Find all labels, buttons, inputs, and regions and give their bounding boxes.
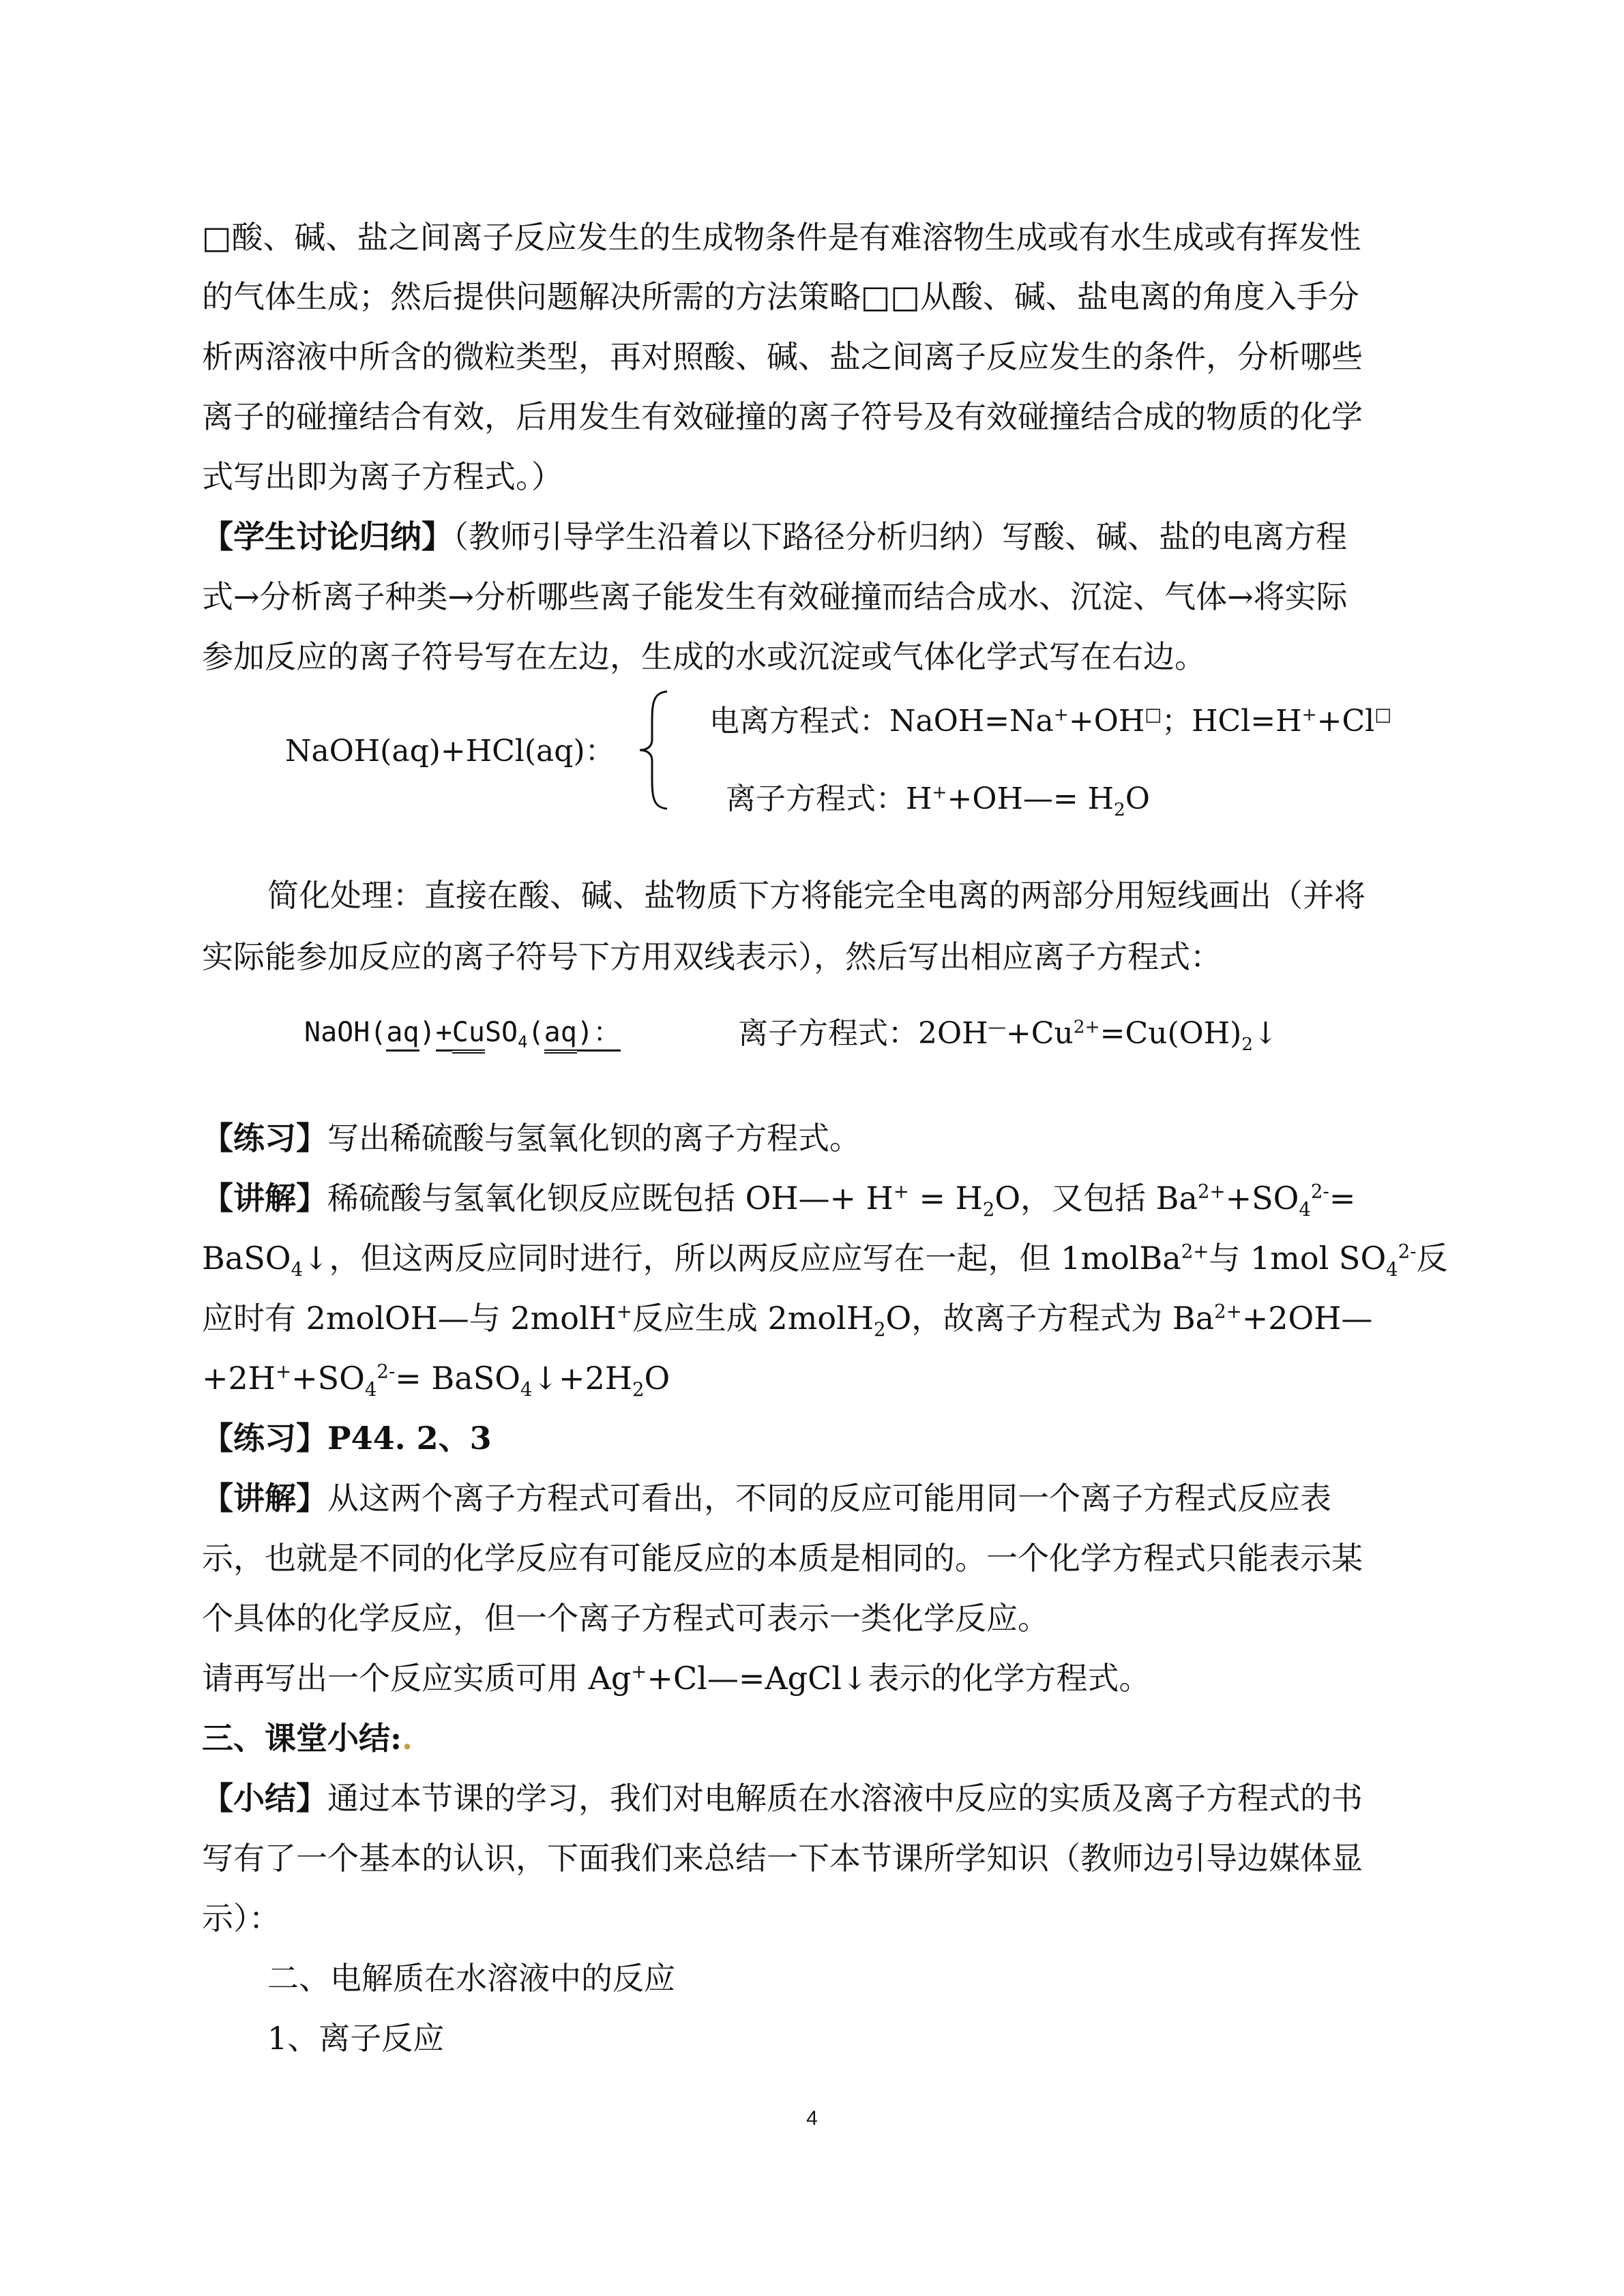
- explain-line: 应时有 2molOH—与 2molH+反应生成 2molH$_2$O，故离子方程式为 $Ba^{2+}+2OH—$: [202, 1300, 1373, 1341]
- simplify-line: 实际能参加反应的离子符号下方用双线表示），然后写出相应离子方程式：: [202, 938, 1222, 975]
- ionization-equation: 电离方程式：NaOH=Na++OH□；HCl=H++Cl□: [709, 704, 1392, 739]
- paragraph-line: 的气体生成；然后提供问题解决所需的方法策略□□从酸、碱、盐电离的角度入手分: [202, 278, 1359, 315]
- page-number: 4: [806, 2107, 818, 2130]
- example2-reactants: NaOH(aq)+CuSO$_4$(aq)：: [304, 1019, 621, 1046]
- explain-line: BaSO$_4$↓，但这两反应同时进行，所以两反应应写在一起，但 1molBa$^{2+}$与 1mol $SO_4^{2-}$反: [202, 1240, 1448, 1281]
- summary-line: 示）：: [202, 1900, 280, 1937]
- explain-line: 【讲解】从这两个离子方程式可看出，不同的反应可能用同一个离子方程式反应表: [202, 1480, 1331, 1517]
- summary-line: 写有了一个基本的认识，下面我们来总结一下本节课所学知识（教师边引导边媒体显: [202, 1840, 1363, 1877]
- explain-line: 个具体的化学反应，但一个离子方程式可表示一类化学反应。: [202, 1600, 1049, 1637]
- section-heading: 三、课堂小结:.: [202, 1720, 413, 1757]
- explain-line: $+2H^++SO_4^{2-}=$ $BaSO_4↓+2H_2O$: [202, 1360, 670, 1401]
- paragraph-line: 析两溶液中所含的微粒类型，再对照酸、碱、盐之间离子反应发生的条件，分析哪些: [202, 338, 1363, 375]
- outline-item: 1、离子反应: [267, 2020, 445, 2057]
- explain-line: 【讲解】稀硫酸与氢氧化钡反应既包括 OH—+ $H^+ = H_2O$，又包括 $Ba^{2+}+SO_4^{2-}=$: [202, 1180, 1356, 1221]
- summary-line: 【小结】通过本节课的学习，我们对电解质在水溶液中反应的实质及离子方程式的书: [202, 1780, 1363, 1817]
- example2-ionic-equation: 离子方程式：$2OH^—+Cu^{2+}=Cu(OH)_2↓$: [738, 1016, 1278, 1055]
- example1-reactants: NaOH(aq)+HCl(aq)：: [285, 734, 615, 769]
- outline-item: 二、电解质在水溶液中的反应: [267, 1960, 675, 1997]
- paragraph-line: □酸、碱、盐之间离子反应发生的生成物条件是有难溶物生成或有水生成或有挥发性: [202, 219, 1361, 256]
- discussion-line: [202, 518, 1347, 555]
- paragraph-line: 离子的碰撞结合有效，后用发生有效碰撞的离子符号及有效碰撞结合成的物质的化学: [202, 398, 1363, 435]
- discussion-text: （教师引导学生沿着以下路径分析归纳）写酸、碱、盐的电离方程: [453, 518, 1347, 555]
- paragraph-line: 式写出即为离子方程式。）: [202, 458, 563, 495]
- ionic-equation: 离子方程式：H++OH—= $H_2O$: [726, 781, 1150, 820]
- curly-brace-icon: [633, 689, 674, 811]
- explain-line: 示，也就是不同的化学反应有可能反应的本质是相同的。一个化学方程式只能表示某: [202, 1540, 1363, 1577]
- discussion-label: 【学生讨论归纳】: [202, 518, 453, 555]
- discussion-line: 式→分析离子种类→分析哪些离子能发生有效碰撞而结合成水、沉淀、气体→将实际: [202, 578, 1348, 615]
- request-line: 请再写出一个反应实质可用 Ag++Cl—=AgCl↓表示的化学方程式。: [202, 1660, 1151, 1697]
- practice-label: 【练习】: [202, 1120, 327, 1157]
- practice-line: 【练习】P44. 2、3: [202, 1420, 492, 1457]
- discussion-line: 参加反应的离子符号写在左边，生成的水或沉淀或气体化学式写在右边。: [202, 638, 1206, 675]
- simplify-line: 简化处理：直接在酸、碱、盐物质下方将能完全电离的两部分用短线画出（并将: [267, 877, 1365, 914]
- practice-line: 【练习】写出稀硫酸与氢氧化钡的离子方程式。: [202, 1120, 861, 1157]
